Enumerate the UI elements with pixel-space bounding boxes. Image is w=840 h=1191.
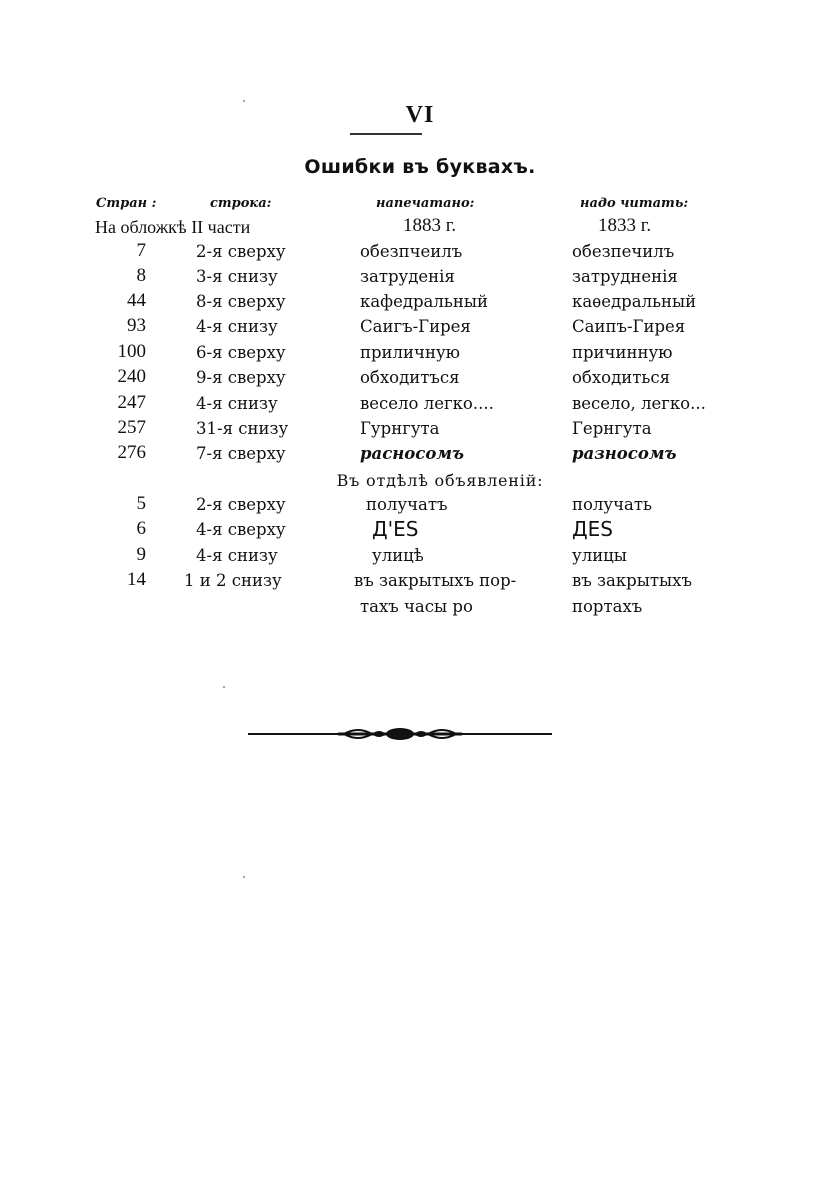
row-printed: тахъ часы ро [360, 597, 473, 616]
row-read: ДES [572, 517, 613, 541]
row-page: 6 [136, 518, 146, 539]
row-printed: обходитъся [360, 368, 460, 387]
row-page: 7 [136, 240, 146, 261]
scan-speck [223, 686, 225, 688]
errata-row [0, 292, 840, 317]
scan-speck [243, 100, 245, 102]
header-page: Стран : [96, 196, 157, 211]
row-printed: въ закрытыхъ пор- [354, 571, 517, 590]
errata-title: Ошибки въ буквахъ. [304, 156, 536, 178]
row-read: весело, легко... [572, 394, 706, 413]
row-line: 4-я снизу [196, 394, 278, 413]
cover-location: На обложкѣ II части [95, 217, 251, 237]
ads-row [0, 517, 840, 545]
errata-row [0, 394, 840, 419]
row-line: 4-я сверху [196, 520, 286, 539]
row-read: улицы [572, 546, 627, 565]
row-line: 2-я сверху [196, 242, 286, 261]
row-read: затрудненія [572, 267, 678, 286]
row-printed: улицѣ [372, 546, 424, 565]
decorative-ornament [248, 722, 552, 746]
row-line: 9-я сверху [196, 368, 286, 387]
row-line: 4-я снизу [196, 317, 278, 336]
row-read: Саипъ-Гирея [572, 317, 686, 336]
row-line: 1 и 2 снизу [184, 571, 282, 590]
page-number: VI [405, 102, 435, 128]
row-page: 257 [117, 417, 146, 438]
row-printed: расносомъ [360, 444, 465, 463]
errata-row [0, 267, 840, 292]
page-number-rule [350, 133, 422, 135]
row-read: Гернгута [572, 419, 652, 438]
row-printed: Гурнгута [360, 419, 440, 438]
errata-row [0, 419, 840, 444]
row-printed: приличную [360, 343, 461, 362]
errata-row [0, 242, 840, 267]
row-page: 93 [127, 315, 146, 336]
ads-section-title: Въ отдѣлѣ объявленій: [336, 471, 544, 490]
row-read: получать [572, 495, 652, 514]
row-printed: получатъ [366, 495, 448, 514]
ads-row [0, 546, 840, 571]
row-page: 276 [117, 442, 146, 463]
row-printed: затруденія [360, 267, 455, 286]
ads-row [0, 495, 840, 520]
row-printed: весело легко.... [360, 394, 494, 413]
row-read: обходиться [572, 368, 671, 387]
scan-speck [243, 876, 245, 878]
row-read: каѳедральный [572, 292, 697, 311]
header-line: строка: [210, 196, 272, 211]
errata-row [0, 444, 840, 469]
row-page: 9 [136, 544, 146, 565]
row-read: портахъ [572, 597, 643, 616]
row-read: разносомъ [572, 444, 677, 463]
ads-row-continuation [0, 597, 840, 622]
cover-printed: 1883 г. [403, 215, 457, 236]
cover-read: 1833 г. [598, 215, 652, 236]
row-printed: кафедральный [360, 292, 488, 311]
ads-row [0, 571, 840, 596]
row-line: 3-я снизу [196, 267, 278, 286]
row-page: 100 [117, 341, 146, 362]
row-printed: обезпчеилъ [360, 242, 463, 261]
errata-row [0, 317, 840, 342]
row-page: 14 [127, 569, 146, 590]
row-page: 240 [117, 366, 146, 387]
header-printed: напечатано: [376, 196, 475, 211]
errata-row [0, 368, 840, 393]
row-read: въ закрытыхъ [572, 571, 692, 590]
row-line: 7-я сверху [196, 444, 286, 463]
row-page: 8 [136, 265, 146, 286]
row-line: 31-я снизу [196, 419, 289, 438]
header-read: надо читать: [580, 196, 689, 211]
row-read: причинную [572, 343, 673, 362]
row-line: 6-я сверху [196, 343, 286, 362]
row-printed: Саигъ-Гирея [360, 317, 471, 336]
row-page: 247 [117, 392, 146, 413]
errata-row [0, 343, 840, 368]
row-read: обезпечилъ [572, 242, 675, 261]
row-line: 8-я сверху [196, 292, 286, 311]
row-line: 4-я снизу [196, 546, 278, 565]
row-page: 44 [127, 290, 146, 311]
errata-row-cover [0, 217, 840, 242]
row-page: 5 [136, 493, 146, 514]
row-printed: Д'ES [372, 517, 419, 541]
row-line: 2-я сверху [196, 495, 286, 514]
